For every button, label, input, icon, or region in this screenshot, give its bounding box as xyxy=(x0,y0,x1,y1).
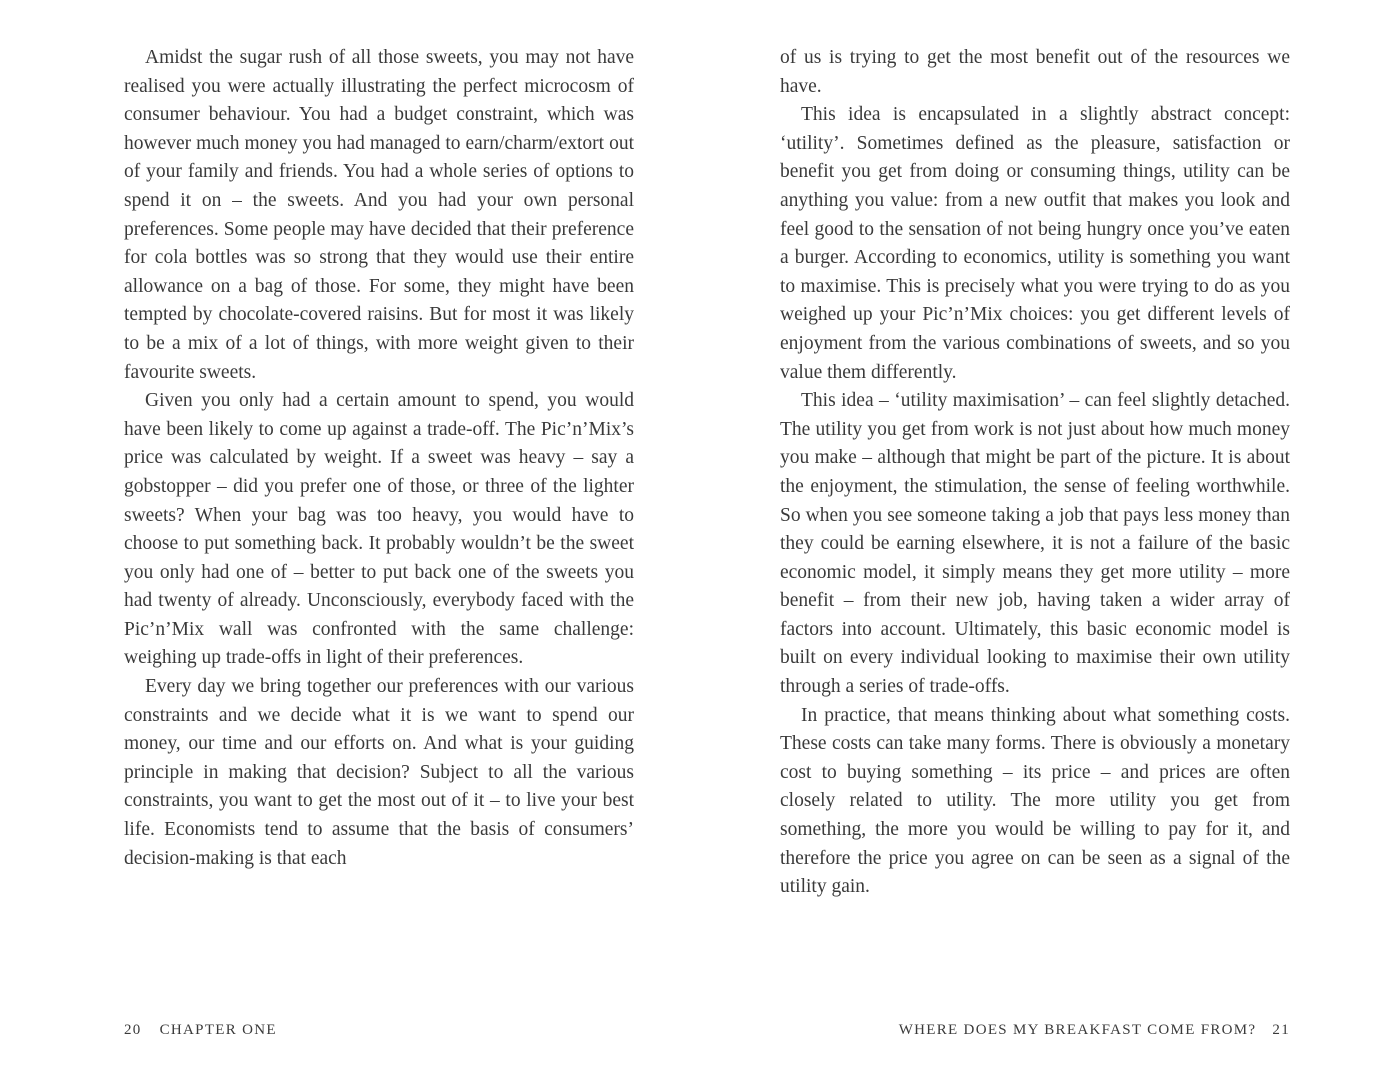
paragraph: In practice, that means thinking about what something costs. These costs can take many forms. There is obviously a monetary cost to buying something – its price – and prices are often closely related to utility. The more utility you get from something, the more you would be willing to pay for it, and therefore the price you agree on can be seen as a signal of the utility gain. xyxy=(780,704,1290,898)
paragraph: Every day we bring together our preferences with our various constraints and we decide what it is we want to spend our money, our time and our efforts on. And what is your guiding principle in making that decision? Subject to all the various constraints, you want to get the most out of it – to live your best life. Economists tend to assume that the basis of consumers’ decision-making is that each xyxy=(124,676,634,869)
right-page-footer xyxy=(780,1004,1290,1040)
left-page-footer xyxy=(124,1004,634,1040)
paragraph: Amidst the sugar rush of all those sweets, you may not have realised you were actually illustrating the perfect microcosm of consumer behaviour. You had a budget constraint, which was however much money you had managed to earn/charm/extort out of your family and friends. You had a whole series of options to spend it on – the sweets. And you had your own personal preferences. Some people may have decided that their preference for cola bottles was so strong that they would use their entire allowance on a bag of those. For some, they might have been tempted by chocolate-covered raisins. But for most it was likely to be a mix of a lot of things, with more weight given to their favourite sweets. xyxy=(124,47,634,383)
page-number: 21 xyxy=(1272,1022,1290,1038)
paragraph: Given you only had a certain amount to spend, you would have been likely to come up against a trade-off. The Pic’n’Mix’s price was calculated by weight. If a sweet was heavy – say a gobstopper – did you prefer one of those, or three of the lighter sweets? When your bag was too heavy, you would have to choose to put something back. It probably wouldn’t be the sweet you only had one of – better to put back one of the sweets you had twenty of already. Unconsciously, everybody faced with the Pic’n’Mix wall was confronted with the same challenge: weighing up trade-offs in light of their preferences. xyxy=(124,390,634,669)
paragraph: This idea – ‘utility maximisation’ – can feel slightly detached. The utility you get from work is not just about how much money you make – although that might be part of the picture. It is about the enjoyment, the stimulation, the sense of feeling worthwhile. So when you see someone taking a job that pays less money than they could be earning elsewhere, it is not a failure of the basic economic model, it simply means they get more utility – more benefit – from their new job, having taken a wider array of factors into account. Ultimately, this basic economic model is built on every individual looking to maximise their own utility through a series of trade-offs. xyxy=(780,390,1290,698)
right-page xyxy=(689,0,1378,1080)
page-number: 20 xyxy=(124,1022,142,1038)
paragraph: of us is trying to get the most benefit out of the resources we have. xyxy=(780,47,1290,97)
paragraph: This idea is encapsulated in a slightly abstract concept: ‘utility’. Sometimes defined as the pleasure, satisfaction or benefit you get from doing or consuming things, utility can be anything you value: from a new outfit that makes you look and feel good to the sensation of not being hungry once you’ve eaten a burger. According to economics, utility is something you want to maximise. This is precisely what you were trying to do as you weighed up your Pic’n’Mix choices: you get different levels of enjoyment from the various combinations of sweets, and so you value them differently. xyxy=(780,104,1290,383)
left-page-body xyxy=(124,44,634,873)
right-page-body xyxy=(780,44,1290,902)
running-head: CHAPTER ONE xyxy=(159,1022,277,1038)
running-head: WHERE DOES MY BREAKFAST COME FROM? xyxy=(898,1022,1257,1038)
